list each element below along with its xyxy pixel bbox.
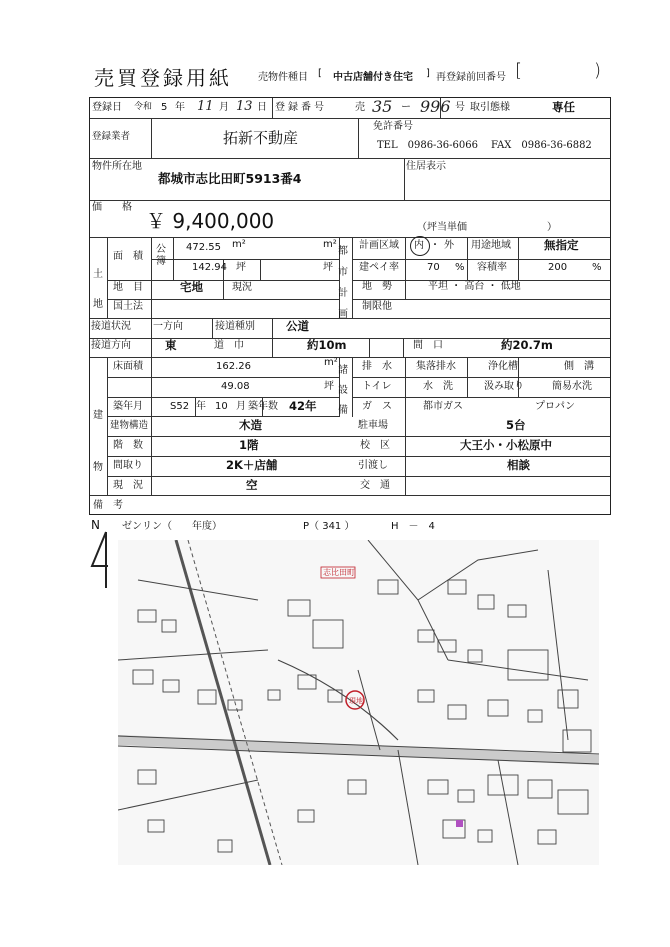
road-direction-label: 接道方向 [91,340,131,351]
transport-label: 交 通 [360,480,390,491]
floor-area-m2: 162.26 [216,361,251,372]
parking-label: 駐車場 [358,420,388,431]
bracket-open: [ [318,68,322,79]
registration-form [89,97,611,515]
land-unit-m2: m² [232,239,246,250]
reg-number-dash: ー [401,102,411,113]
structure-label: 建物構造 [110,420,149,431]
residence-display-label: 住居表示 [406,161,446,172]
agent-tel: TEL 0986-36-6066 [377,140,478,151]
form-title: 売買登録用紙 [94,66,232,90]
built-month: 10 [215,401,228,412]
gas-opt-1: 都市ガス [423,401,463,412]
building-age-value: 42年 [289,399,317,413]
parking-value: 5台 [506,418,526,432]
price-value: ￥ 9,400,000 [146,209,275,233]
property-type-label: 売物件種目 [258,72,308,83]
transaction-mode-label: 取引態様 [470,102,510,113]
license-label: 免許番号 [373,121,413,132]
agent-name: 拓新不動産 [223,129,299,147]
youto-value: 無指定 [544,238,579,252]
floor-area-tsubo: 49.08 [221,381,250,392]
land-unit-tsubo: 坪 [236,262,246,273]
built-date-label: 築年月 [113,401,143,412]
gas-label: ガ ス [362,401,392,412]
road-width-value: 約10m [307,338,347,352]
road-type-label: 接道種別 [215,321,255,332]
land-area-label: 面 積 [113,251,143,262]
youto-label: 用途地域 [471,240,511,251]
toilet-opt-1: 水 洗 [423,381,453,392]
floors-label: 階 数 [113,440,143,451]
remarks-label: 備 考 [93,500,123,511]
reg-number-a: 35 [372,97,393,116]
land-area-tsubo: 142.94 [192,262,227,273]
floor-unit-tsubo: 坪 [324,381,334,392]
toilet-opt-2: 汲み取り [484,381,524,392]
site-marker-label: 現地 [349,697,363,705]
road-direction-value: 東 [165,338,177,352]
location-label: 物件所在地 [92,161,142,172]
transaction-mode-value: 専任 [552,100,575,114]
drainage-opt-1: 集落排水 [416,361,456,372]
land-section-label: 土地 [93,269,103,310]
location-value: 都城市志比田町5913番4 [158,171,302,186]
layout-value: 2K＋店舗 [226,458,278,472]
map-drawing [118,540,599,865]
town-name-label: 志比田町 [323,568,355,577]
kuiki-dot: ・ [430,240,440,251]
map-grid: H － 4 [391,521,435,532]
road-access-value: 一方向 [153,321,183,332]
kuiki-label: 計画区域 [359,240,399,251]
frontage-value: 約20.7m [501,338,553,352]
chisei-label: 地 勢 [362,281,392,292]
genkyo-label: 現況 [232,282,252,293]
reg-number-prefix: 売 [355,102,365,113]
handover-label: 引渡し [358,460,388,471]
built-month-unit: 月 [236,401,246,412]
handover-value: 相談 [507,458,530,472]
setsubi-section-label: 諸設備 [338,365,348,416]
reg-number-suffix: 号 [455,102,465,113]
zenrin-label: ゼンリン（ 年度） [122,521,222,532]
property-type-value: 中古店舗付き住宅 [333,72,413,83]
toshi-section-label: 都市計画 [338,246,348,320]
drainage-opt-3: 側 溝 [564,361,594,372]
kenpei-value: 70 [427,262,440,273]
location-map [118,540,599,865]
school-label: 校 区 [360,440,390,451]
north-label: N [91,518,100,532]
structure-value: 木造 [239,418,262,432]
agent-label: 登録業者 [92,131,131,142]
gas-opt-2: プロパン [535,401,575,412]
kouhou-label: 公簿 [156,244,166,267]
land-unit-tsubo-2: 坪 [323,262,333,273]
building-age-label: 築年数 [248,401,278,412]
reg-day-unit: 日 [257,102,267,113]
seigen-label: 制限他 [362,301,392,312]
drainage-opt-2: 浄化槽 [488,361,518,372]
land-unit-m2-2: m² [323,239,337,250]
frontage-label: 間 口 [413,340,443,351]
reg-number-b: 996 [420,97,451,116]
kenpei-pct: % [455,262,465,273]
built-year: S52 [170,401,190,412]
floors-value: 1階 [239,438,259,452]
reg-month-unit: 月 [219,102,229,113]
map-page: P（ 341 ） [303,521,355,532]
floor-unit-m2: m² [324,357,338,368]
drainage-label: 排 水 [362,361,392,372]
agent-fax: FAX 0986-36-6882 [491,140,592,151]
road-type-value: 公道 [286,319,309,333]
bracket-close-2: ) [594,60,602,81]
youseki-pct: % [592,262,602,273]
building-status-label: 現 況 [113,480,143,491]
bracket-close: ] [426,68,430,79]
building-section-label: 建物 [93,410,103,473]
reg-day: 13 [236,99,253,114]
toilet-label: トイレ [362,381,392,392]
school-value: 大王小・小松原中 [460,438,552,452]
layout-label: 間取り [113,460,143,471]
road-access-label: 接道状況 [91,321,131,332]
reg-number-label: 登録番号 [275,102,327,113]
floor-area-label: 床面積 [113,361,143,372]
youseki-value: 200 [548,262,568,273]
prev-number-label: 再登録前回番号 [436,72,506,83]
reg-date-label: 登録日 [92,102,122,113]
north-arrow-icon [86,530,116,590]
tsubo-unit-price: （坪当単価 ） [417,222,557,233]
reg-month: 11 [197,99,214,114]
youseki-label: 容積率 [477,262,507,273]
toilet-opt-3: 簡易水洗 [552,381,592,392]
bracket-open-2: [ [515,60,523,81]
kuiki-in: 内 [414,240,424,251]
built-year-unit: 年 [196,401,206,412]
kenpei-label: 建ペイ率 [359,262,399,273]
era: 令和 [134,102,153,112]
chimoku-label: 地 目 [113,282,143,293]
reg-year-unit: 年 [175,102,185,113]
kuiki-out: 外 [444,240,454,251]
building-status-value: 空 [246,478,258,492]
road-width-label: 道 巾 [214,340,244,351]
kokudo-label: 国土法 [113,301,143,312]
land-area-m2: 472.55 [186,242,221,253]
chimoku-value: 宅地 [180,280,203,294]
chisei-value: 平坦 ・ 高台 ・ 低地 [428,281,521,292]
reg-year: 5 [161,102,168,113]
price-label: 価 格 [92,202,132,213]
